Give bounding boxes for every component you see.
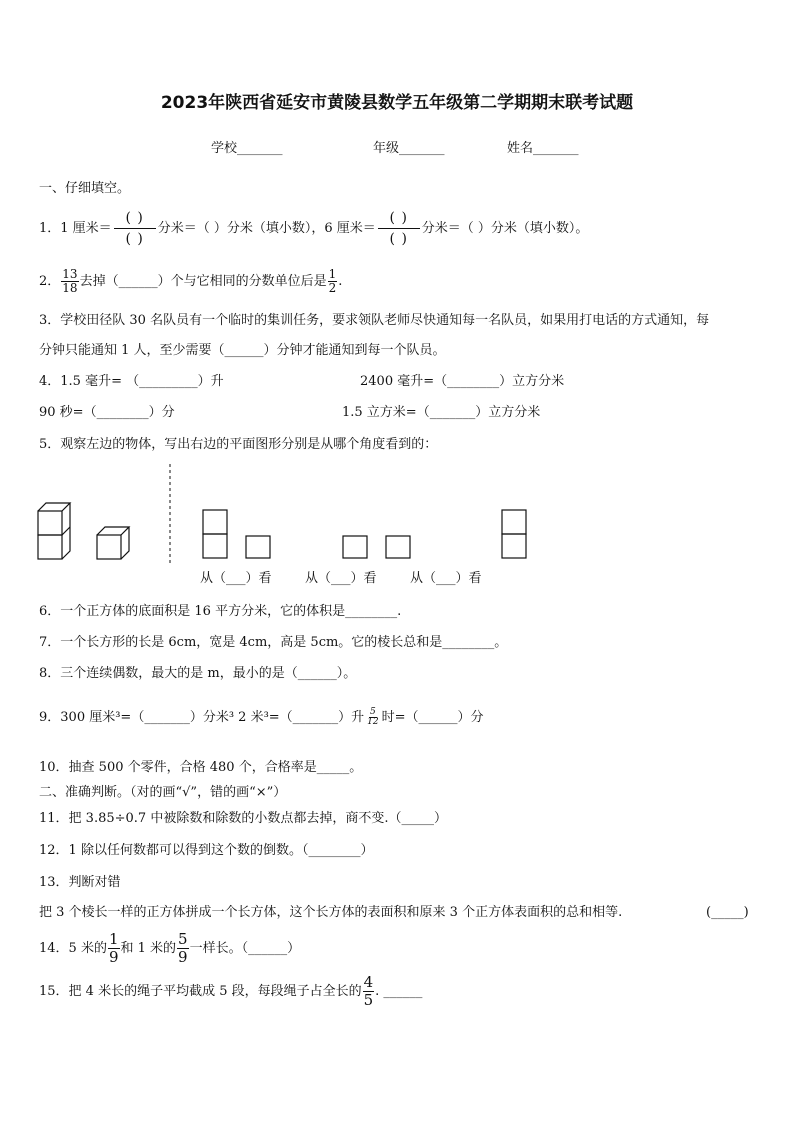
stacked-cubes-icon [38, 503, 70, 559]
denominator: 2 [328, 281, 337, 295]
view-shapes [203, 510, 526, 558]
question-13-text: 把 3 个棱长一样的正方体拼成一个长方体，这个长方体的表面积和原来 3 个正方体表面积的总和相等. [39, 905, 623, 920]
question-4d: 1.5 立方米=（_______）立方分米 [342, 405, 541, 420]
question-3-line-1: 3．学校田径队 30 名队员有一个临时的集训任务，要求领队老师尽快通知每一名队员，如果用打电话的方式通知，每 [39, 313, 710, 328]
q5-view-label-3[interactable]: 从（___）看 [410, 571, 482, 586]
q9-text-a: 9．300 厘米³=（_______）分米³ 2 米³=（_______）升 [39, 709, 365, 725]
question-5: 5．观察左边的物体，写出右边的平面图形分别是从哪个角度看到的： [39, 437, 438, 452]
q1-numerator-blank-2[interactable]: ( ) [389, 210, 408, 226]
question-4b: 2400 毫升=（________）立方分米 [360, 374, 565, 389]
denominator: 18 [62, 281, 78, 295]
denominator: 12 [367, 717, 379, 727]
numerator: 5 [178, 930, 188, 948]
q1-text-a: 1 厘米＝ [60, 220, 112, 236]
question-4a: 4．1.5 毫升= （_________）升 [39, 374, 224, 389]
q1-text-c: 分米＝（ ）分米（填小数）。 [421, 220, 589, 236]
q14-text-a: 14．5 米的 [39, 940, 107, 956]
question-number: 1． [39, 220, 61, 236]
section-2-heading: 二、准确判断。（对的画“√”，错的画“×”） [39, 785, 287, 800]
q14-text-b: 和 1 米的 [120, 940, 177, 956]
q15-text-a: 15．把 4 米长的绳子平均截成 5 段，每段绳子占全长的 [39, 983, 362, 999]
denominator: 5 [363, 991, 374, 1009]
q2-text: 去掉（______）个与它相同的分数单位后是 [79, 273, 327, 289]
q9-fraction [367, 708, 378, 727]
q2-end: . [338, 273, 343, 289]
question-3-line-2: 分钟只能通知 1 人，至少需要（______）分钟才能通知到每一个队员。 [39, 343, 446, 358]
q1-numerator-blank[interactable]: ( ) [125, 210, 144, 226]
numerator: 4 [363, 973, 374, 991]
question-8: 8．三个连续偶数，最大的是 m，最小的是（______）。 [39, 666, 357, 681]
question-1 [39, 208, 588, 249]
denominator: 9 [108, 948, 119, 966]
question-13-label: 13．判断对错 [39, 875, 121, 890]
numerator: 1 [328, 267, 337, 281]
numerator: 13 [62, 267, 78, 281]
q15-text-b: . ______ [375, 983, 423, 999]
numerator: 5 [370, 707, 376, 717]
q2-half-fraction [328, 268, 338, 295]
section-1-heading: 一、仔细填空。 [39, 181, 131, 196]
question-12: 12．1 除以任何数都可以得到这个数的倒数。（________） [39, 843, 374, 858]
q2-fraction [61, 268, 78, 295]
q14-fraction-1 [108, 931, 120, 966]
q15-fraction [363, 974, 375, 1009]
question-13-blank[interactable]: (_____) [706, 905, 749, 920]
school-field[interactable]: 学校_______ [211, 141, 283, 156]
name-field[interactable]: 姓名_______ [507, 141, 579, 156]
question-15 [39, 974, 422, 1009]
q1-denominator-blank[interactable]: ( ) [125, 231, 144, 247]
q14-text-c: 一样长。（______） [189, 940, 301, 956]
q1-fraction-blank-2[interactable] [378, 208, 420, 249]
q5-view-label-1[interactable]: 从（___）看 [200, 571, 272, 586]
question-14 [39, 931, 300, 966]
question-9 [39, 708, 484, 727]
q14-fraction-2 [177, 931, 189, 966]
question-11: 11．把 3.85÷0.7 中被除数和除数的小数点都去掉，商不变.（_____） [39, 811, 447, 826]
question-2 [39, 268, 342, 295]
q9-text-b: 时=（______）分 [381, 709, 484, 725]
denominator: 9 [178, 948, 188, 966]
numerator: 1 [108, 930, 119, 948]
question-10: 10．抽查 500 个零件，合格 480 个，合格率是_____。 [39, 760, 363, 775]
q5-view-label-2[interactable]: 从（___）看 [305, 571, 377, 586]
q1-fraction-blank-1[interactable] [114, 208, 156, 249]
q1-text-b: 分米＝（ ）分米（填小数），6 厘米＝ [157, 220, 376, 236]
question-number: 2． [39, 273, 61, 289]
page-title: 2023年陕西省延安市黄陵县数学五年级第二学期期末联考试题 [160, 93, 634, 113]
question-6: 6．一个正方体的底面积是 16 平方分米，它的体积是________. [39, 604, 402, 619]
question-4c: 90 秒=（________）分 [39, 405, 175, 420]
single-cube-icon [97, 527, 129, 559]
q5-figure [30, 460, 550, 570]
grade-field[interactable]: 年级_______ [373, 141, 445, 156]
question-7: 7．一个长方形的长是 6cm，宽是 4cm，高是 5cm。它的棱长总和是________。 [39, 635, 508, 650]
q1-denominator-blank-2[interactable]: ( ) [389, 231, 408, 247]
